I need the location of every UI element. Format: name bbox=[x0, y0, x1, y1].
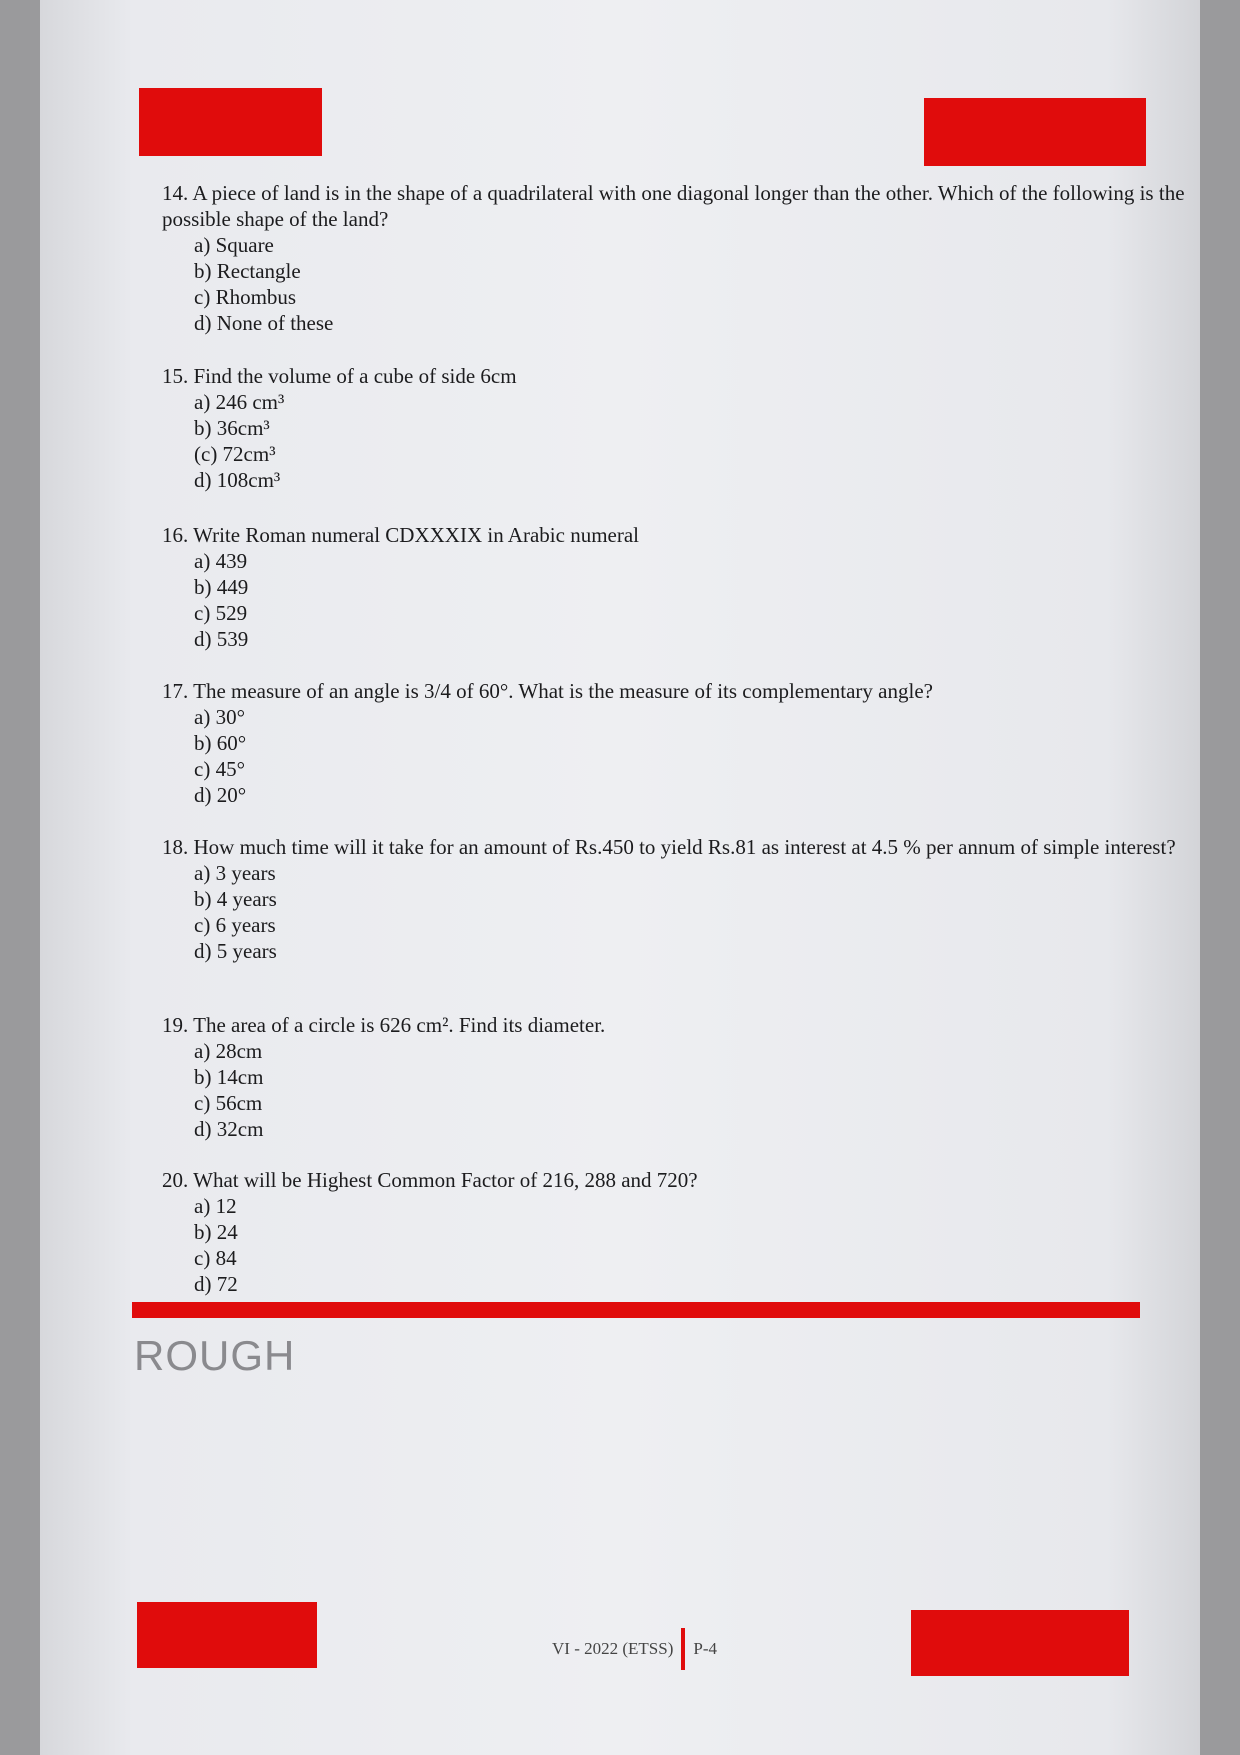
option: c) 529 bbox=[194, 601, 248, 625]
page-number: P-4 bbox=[693, 1639, 717, 1658]
option: d) 5 years bbox=[194, 939, 277, 963]
paper-code: VI - 2022 (ETSS) bbox=[552, 1639, 674, 1658]
section-divider bbox=[132, 1302, 1140, 1318]
option: d) 108cm³ bbox=[194, 468, 281, 492]
options-list bbox=[162, 704, 1202, 808]
option: c) 6 years bbox=[194, 913, 276, 937]
question-20 bbox=[162, 1167, 1202, 1297]
option: c) Rhombus bbox=[194, 285, 297, 309]
question-stem: 14. A piece of land is in the shape of a quadrilateral with one diagonal longer than the other. Which of the following is the possible shape of the land? bbox=[162, 181, 1185, 231]
option: c) 56cm bbox=[194, 1091, 263, 1115]
question-15 bbox=[162, 363, 1202, 493]
footer bbox=[552, 1628, 717, 1670]
exam-page bbox=[40, 0, 1200, 1755]
option: c) 84 bbox=[194, 1246, 237, 1270]
options-list bbox=[162, 548, 1202, 652]
option: a) Square bbox=[194, 233, 274, 257]
question-19 bbox=[162, 1012, 1202, 1142]
option: b) 36cm³ bbox=[194, 416, 270, 440]
options-list bbox=[162, 232, 1202, 336]
option: d) 539 bbox=[194, 627, 249, 651]
option: d) None of these bbox=[194, 311, 334, 335]
option: b) 14cm bbox=[194, 1065, 264, 1089]
option: c) 45° bbox=[194, 757, 245, 781]
option: a) 28cm bbox=[194, 1039, 263, 1063]
options-list bbox=[162, 389, 1202, 493]
option: (c) 72cm³ bbox=[194, 442, 276, 466]
options-list bbox=[162, 1193, 1202, 1297]
footer-divider bbox=[681, 1628, 685, 1670]
question-stem: 18. How much time will it take for an amount of Rs.450 to yield Rs.81 as interest at 4.5 % per annum of simple interest? bbox=[162, 835, 1176, 859]
option: b) Rectangle bbox=[194, 259, 301, 283]
question-18 bbox=[162, 834, 1202, 964]
corner-marker-bottom-left bbox=[137, 1602, 317, 1668]
option: b) 60° bbox=[194, 731, 247, 755]
option: b) 449 bbox=[194, 575, 249, 599]
question-17 bbox=[162, 678, 1202, 808]
option: a) 12 bbox=[194, 1194, 237, 1218]
option: b) 24 bbox=[194, 1220, 238, 1244]
option: b) 4 years bbox=[194, 887, 277, 911]
option: a) 246 cm³ bbox=[194, 390, 285, 414]
corner-marker-bottom-right bbox=[911, 1610, 1129, 1676]
option: a) 439 bbox=[194, 549, 248, 573]
question-16 bbox=[162, 522, 1202, 652]
question-stem: 16. Write Roman numeral CDXXXIX in Arabic numeral bbox=[162, 523, 639, 547]
option: d) 72 bbox=[194, 1272, 238, 1296]
options-list bbox=[162, 860, 1202, 964]
question-stem: 19. The area of a circle is 626 cm². Find its diameter. bbox=[162, 1013, 606, 1037]
question-14 bbox=[162, 180, 1202, 336]
corner-marker-top-left bbox=[139, 88, 322, 156]
option: d) 20° bbox=[194, 783, 247, 807]
question-stem: 17. The measure of an angle is 3/4 of 60°. What is the measure of its complementary angle? bbox=[162, 679, 933, 703]
option: d) 32cm bbox=[194, 1117, 264, 1141]
question-stem: 15. Find the volume of a cube of side 6cm bbox=[162, 364, 517, 388]
options-list bbox=[162, 1038, 1202, 1142]
corner-marker-top-right bbox=[924, 98, 1146, 166]
option: a) 30° bbox=[194, 705, 245, 729]
question-stem: 20. What will be Highest Common Factor of 216, 288 and 720? bbox=[162, 1168, 698, 1192]
option: a) 3 years bbox=[194, 861, 276, 885]
rough-work-label: ROUGH bbox=[134, 1332, 296, 1379]
